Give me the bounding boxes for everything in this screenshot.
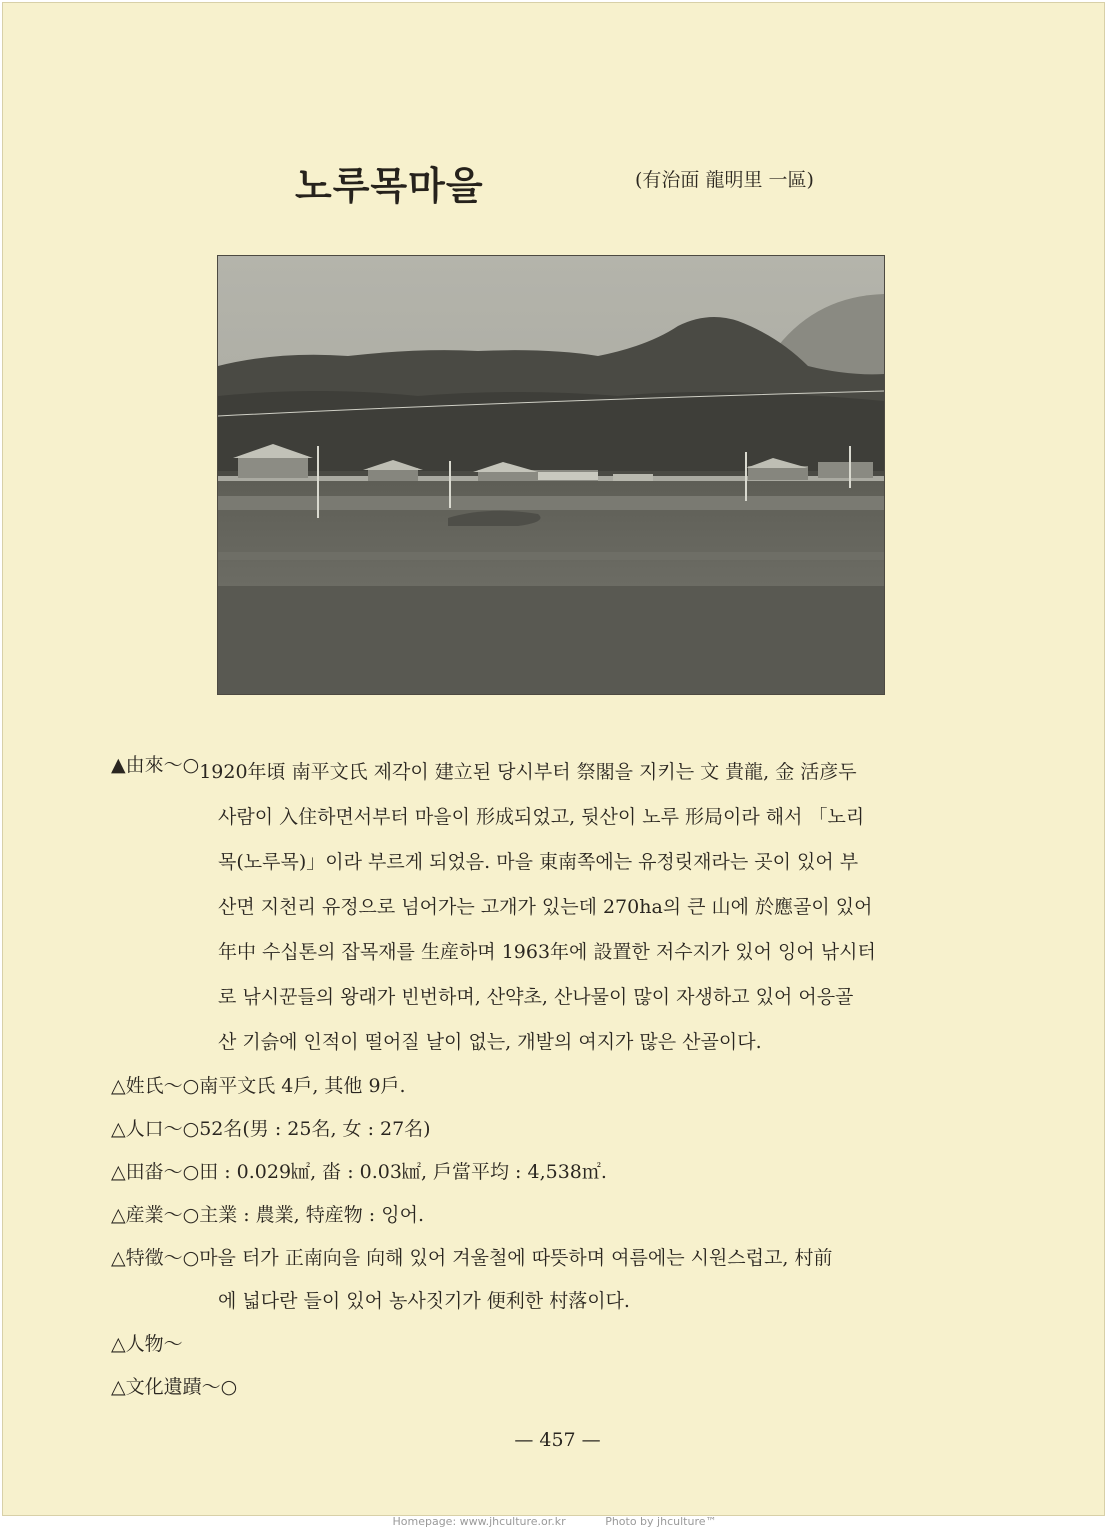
feature-line: 에 넓다란 들이 있어 농사짓기가 便利한 村落이다. [218,1290,630,1312]
origin-label: ▲由來～○ [111,754,200,776]
farmland-section [111,1151,1011,1194]
people-label: △人物～ [111,1333,183,1355]
village-landscape-image [218,256,884,694]
farmland-text: 田 : 0.029㎢, 畓 : 0.03㎢, 戶當平均 : 4,538㎡. [199,1161,607,1183]
location-subtitle: (有治面 龍明里 一區) [635,169,814,191]
surname-text: 南平文氏 4戶, 其他 9戶. [199,1075,406,1097]
origin-section [111,750,1011,795]
origin-line: 1920年頃 南平文氏 제각이 建立된 당시부터 祭閣을 지키는 文 貴龍, 金 活彦두 [199,761,857,783]
farmland-label: △田畓～○ [111,1161,200,1183]
homepage-link[interactable]: Homepage: www.jhculture.or.kr [392,1515,566,1528]
origin-text [199,750,1011,795]
population-text: 52名(男 : 25名, 女 : 27名) [199,1118,431,1140]
industry-section [111,1194,1011,1237]
feature-line: 마을 터가 正南向을 向해 있어 겨울철에 따뜻하며 여름에는 시원스럽고, 村前 [199,1247,833,1269]
site-credits [0,1515,1109,1528]
surname-section [111,1065,1011,1108]
origin-line: 年中 수십톤의 잡목재를 生産하며 1963年에 設置한 저수지가 있어 잉어 낚시터 [218,941,876,963]
people-section [111,1323,1011,1366]
origin-line: 목(노루목)」이라 부르게 되었음. 마을 東南쪽에는 유정릿재라는 곳이 있어 부 [218,851,859,873]
industry-text: 主業 : 農業, 特産物 : 잉어. [199,1204,424,1226]
heritage-text [237,1366,1011,1409]
document-page [2,2,1105,1516]
photo-credit: Photo by jhculture™ [605,1515,717,1528]
page-title: 노루목마을 [295,164,484,208]
heritage-section [111,1366,1011,1409]
feature-label: △特徵～○ [111,1247,200,1269]
feature-continuation [218,1280,1011,1323]
village-description [111,750,1011,1409]
heritage-label: △文化遺蹟～○ [111,1376,238,1398]
population-label: △人口～○ [111,1118,200,1140]
origin-line: 산 기슭에 인적이 떨어질 날이 없는, 개발의 여지가 많은 산골이다. [218,1031,762,1053]
origin-line: 로 낚시꾼들의 왕래가 빈번하며, 산약초, 산나물이 많이 자생하고 있어 어응골 [218,986,854,1008]
village-photo [217,255,885,695]
origin-line: 산면 지천리 유정으로 넘어가는 고개가 있는데 270ha의 큰 山에 於應골이 있어 [218,896,873,918]
page-number: — 457 — [514,1429,601,1451]
surname-label: △姓氏～○ [111,1075,200,1097]
feature-section [111,1237,1011,1280]
people-text [183,1323,1011,1366]
origin-continuation [218,795,1011,1065]
origin-line: 사람이 入住하면서부터 마을이 形成되었고, 뒷산이 노루 形局이라 해서 「노리 [218,806,865,828]
industry-label: △産業～○ [111,1204,200,1226]
population-section [111,1108,1011,1151]
